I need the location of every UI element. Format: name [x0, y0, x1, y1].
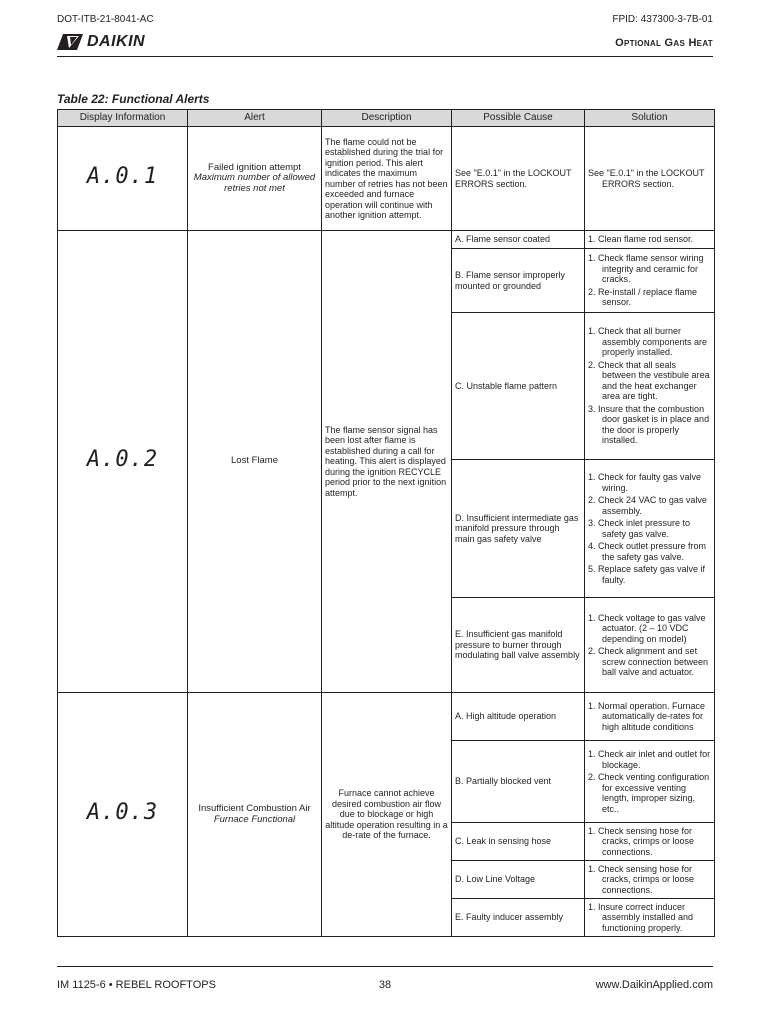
solution-cell [585, 460, 715, 598]
solution-item: 4. Check outlet pressure from the safety gas valve. [588, 541, 707, 562]
table-row [58, 127, 715, 231]
cause-cell: E. Faulty inducer assembly [452, 899, 585, 937]
cause-cell: C. Unstable flame pattern [452, 313, 585, 460]
alert-cell [188, 693, 322, 937]
cause-cell: See "E.0.1" in the LOCKOUT ERRORS section. [452, 127, 585, 231]
footer-manual-id: IM 1125-6 • REBEL ROOFTOPS [57, 979, 216, 991]
cause-cell: B. Partially blocked vent [452, 741, 585, 823]
alert-cell [188, 231, 322, 693]
section-title: Optional Gas Heat [615, 37, 713, 49]
solution-item: 3. Check inlet pressure to safety gas valve. [588, 518, 691, 539]
daikin-logo-icon [57, 34, 83, 50]
description-cell: The flame sensor signal has been lost after flame is established during a call for heating. This alert is displayed during the ignition RECYCLE period prior to the next ignition attempt. [322, 231, 452, 693]
solution-cell [585, 899, 715, 937]
cause-cell: B. Flame sensor improperly mounted or grounded [452, 249, 585, 313]
column-header: Description [322, 110, 452, 127]
solution-item: 3. Insure that the combustion door gasket is in place and the door is properly installed. [588, 403, 710, 446]
solution-item: 2. Check alignment and set screw connection between ball valve and actuator. [588, 646, 709, 677]
solution-cell [585, 313, 715, 460]
solution-cell [585, 693, 715, 741]
column-header: Display Information [58, 110, 188, 127]
alert-name: Lost Flame [231, 455, 278, 467]
solution-cell [585, 231, 715, 249]
solution-cell [585, 741, 715, 823]
solution-cell [585, 861, 715, 899]
daikin-logo [57, 32, 145, 52]
solution-cell [585, 598, 715, 693]
alert-name: Insufficient Combustion Air [198, 803, 311, 814]
solution-item: 1. Check for faulty gas valve wiring. [588, 472, 702, 493]
display-code: A.0.1 [86, 163, 159, 189]
solution-item: 1. Check air inlet and outlet for blockage. [588, 749, 711, 770]
alert-subtitle: Maximum number of allowed retries not met [193, 172, 316, 194]
functional-alerts-table [57, 109, 715, 937]
column-header: Solution [585, 110, 715, 127]
alert-name: Failed ignition attempt [208, 161, 301, 173]
table-row [58, 231, 715, 249]
solution-item: 2. Re-install / replace flame sensor. [588, 286, 698, 308]
alert-subtitle: Furnace Functional [213, 813, 296, 825]
description-cell: The flame could not be established during the trial for ignition period. This alert indicates the maximum number of retries has not been exceeded and furnace operation will continue with another ignition attempt. [322, 127, 452, 231]
column-header: Possible Cause [452, 110, 585, 127]
logo-text: DAIKIN [87, 33, 146, 50]
display-code-cell [58, 127, 188, 231]
page-number: 38 [378, 979, 392, 991]
cause-cell: D. Insufficient intermediate gas manifold pressure through main gas safety valve [452, 460, 585, 598]
table-title: Table 22: Functional Alerts [57, 92, 210, 106]
solution-item: 1. Check flame sensor wiring integrity and ceramic for cracks. [588, 253, 704, 285]
solution-item: 1. Clean flame rod sensor. [588, 234, 694, 245]
solution-item: 1. Check sensing hose for cracks, crimps or loose connections. [588, 863, 695, 895]
display-code-cell [58, 231, 188, 693]
solution-item: 1. Check sensing hose for cracks, crimps or loose connections. [588, 825, 695, 857]
solution-item: 2. Check 24 VAC to gas valve assembly. [588, 495, 707, 516]
cause-cell: A. High altitude operation [452, 693, 585, 741]
cause-cell: C. Leak in sensing hose [452, 823, 585, 861]
table-row [58, 693, 715, 741]
display-code-cell [58, 693, 188, 937]
solution-item: 2. Check venting configuration for excessive venting length, improper sizing, etc.. [588, 772, 710, 814]
solution-item: See "E.0.1" in the LOCKOUT ERRORS section. [588, 168, 705, 189]
solution-item: 1. Normal operation. Furnace automatically de-rates for high altitude conditions [588, 700, 706, 732]
cause-cell: E. Insufficient gas manifold pressure to burner through modulating ball valve assembly [452, 598, 585, 693]
description-cell: Furnace cannot achieve desired combustion air flow due to blockage or high altitude operation resulting in a de-rate of the furnace. [322, 693, 452, 937]
solution-cell [585, 249, 715, 313]
solution-item: 1. Insure correct inducer assembly installed and functioning properly. [588, 901, 694, 933]
document-id: DOT-ITB-21-8041-AC [57, 14, 154, 25]
table-header-row [58, 110, 715, 127]
cause-cell: A. Flame sensor coated [452, 231, 585, 249]
solution-item: 5. Replace safety gas valve if faulty. [588, 564, 706, 585]
column-header: Alert [188, 110, 322, 127]
solution-cell [585, 823, 715, 861]
display-code: A.0.3 [86, 799, 159, 825]
display-code: A.0.2 [86, 446, 159, 472]
solution-item: 1. Check that all burner assembly components are properly installed. [588, 326, 708, 358]
solution-cell [585, 127, 715, 231]
header-rule [57, 56, 713, 57]
solution-item: 1. Check voltage to gas valve actuator. (2 – 10 VDC depending on model) [588, 612, 706, 644]
footer-rule [57, 966, 713, 967]
cause-cell: D. Low Line Voltage [452, 861, 585, 899]
solution-item: 2. Check that all seals between the vestibule area and the heat exchanger area are tight. [588, 359, 710, 402]
fpid: FPID: 437300-3-7B-01 [612, 14, 713, 25]
alert-cell [188, 127, 322, 231]
footer-website: www.DaikinApplied.com [595, 979, 713, 991]
